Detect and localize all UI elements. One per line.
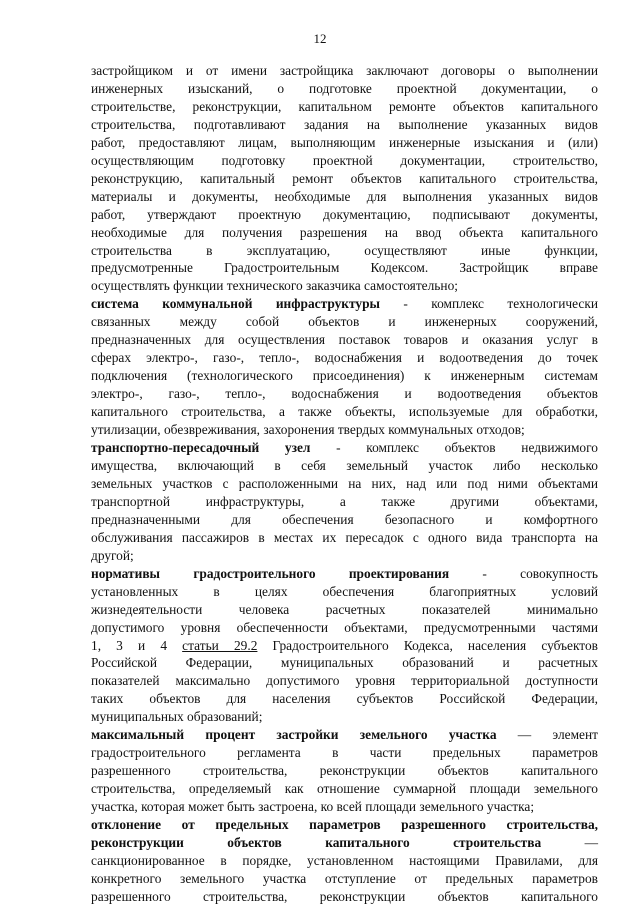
text-line-with-link [91, 637, 598, 655]
defined-term: максимальный процент застройки земельного участка [91, 727, 497, 743]
text-line: материалы и документы, необходимые для выполнения указанных видов [91, 188, 598, 204]
defined-term: система коммунальной инфраструктуры [91, 296, 381, 312]
document-body [91, 62, 598, 906]
text-line: реконструкцию, капитальный ремонт объектов капитального строительства, [91, 170, 598, 186]
text-line: допустимого уровня обеспеченности объектами, предусмотренными частями [91, 619, 598, 635]
text-line: установленных в целях обеспечения благоприятных условий [91, 583, 598, 599]
text-line: работ, утверждают проектную документацию, подписывают документы, [91, 206, 598, 222]
text-line: электро-, газо-, тепло-, водоснабжения и водоотведения объектов [91, 386, 598, 402]
text-line: имущества, включающий в себя земельный участок либо несколько [91, 457, 598, 473]
definition-first-line [91, 439, 598, 457]
text-line: работ, предоставляют лицам, выполняющим инженерные изыскания и (или) [91, 134, 598, 150]
text-fragment: 1, 3 и 4 [91, 637, 183, 653]
text-line: градостроительного регламента в части предельных параметров [91, 745, 598, 761]
text-line: осуществлять функции технического заказчика самостоятельно; [91, 278, 458, 294]
text-line: предназначенных для осуществления поставок товаров и оказания услуг в [91, 332, 598, 348]
text-line: жизнедеятельности человека расчетных показателей минимально [91, 601, 598, 617]
definition-first-line [91, 726, 598, 744]
defined-term: транспортно-пересадочный узел [91, 440, 311, 456]
text-line: муниципальных образований; [91, 709, 263, 725]
text-line: разрешенного строительства, реконструкции объектов капитального [91, 888, 598, 904]
text-line: необходимые для получения разрешения на ввод объекта капитального [91, 224, 598, 240]
text-line: сферах электро-, газо-, тепло-, водоснабжения и водоотведения до точек [91, 350, 598, 366]
definition-first-line [91, 295, 598, 313]
text-line: другой; [91, 547, 134, 563]
definition-text: - комплекс технологически [380, 296, 599, 312]
text-line: инженерных изысканий, о подготовке проектной документации, о [91, 80, 598, 96]
text-line: капитального строительства, а также объекты, используемые для обработки, [91, 404, 598, 420]
text-line: конкретного земельного участка отступление от предельных параметров [91, 870, 598, 886]
text-line: Российской Федерации, муниципальных образований и расчетных [91, 655, 598, 671]
text-line: земельных участков с расположенными на них, над или под ними объектами [91, 475, 598, 491]
text-line: транспортной инфраструктуры, а также другими объектами, [91, 493, 598, 509]
text-line: утилизации, обезвреживания, захоронения твердых коммунальных отходов; [91, 422, 525, 438]
text-line: показателей максимально допустимого уровня территориальной доступности [91, 673, 598, 689]
text-line: обслуживания пассажиров в местах их пересадок с одного вида транспорта на [91, 529, 598, 545]
definition-first-line [91, 565, 598, 583]
defined-term-continued: реконструкции объектов капитального строительства [91, 834, 542, 850]
text-line: осуществляющим подготовку проектной документации, строительство, [91, 152, 598, 168]
text-line: строительства, подготавливают задания на выполнение указанных видов [91, 116, 598, 132]
defined-term: отклонение от предельных параметров разрешенного строительства, [91, 817, 598, 833]
text-line: связанных между собой объектов и инженерных сооружений, [91, 314, 598, 330]
definition-text: — [541, 834, 598, 850]
text-line: участка, которая может быть застроена, ко всей площади земельного участка; [91, 799, 535, 815]
text-line: предназначенными для обеспечения безопасного и комфортного [91, 511, 598, 527]
text-line: строительства, определяемый как отношение суммарной площади земельного [91, 781, 598, 797]
defined-term: нормативы градостроительного проектирования [91, 565, 450, 581]
text-line: разрешенного строительства, реконструкции объектов капитального [91, 763, 598, 779]
text-line: строительства в эксплуатацию, осуществляют иные функции, [91, 242, 598, 258]
page-number: 12 [313, 31, 327, 46]
definition-term-line [91, 816, 598, 834]
definition-text: - совокупность [449, 565, 598, 581]
definition-text: — элемент [496, 727, 599, 743]
text-line: предусмотренные Градостроительным Кодексом. Застройщик вправе [91, 260, 598, 276]
article-link[interactable]: статьи 29.2 [182, 637, 258, 653]
text-fragment: Градостроительного Кодекса, населения субъектов [257, 637, 598, 653]
text-line: санкционированное в порядке, установленном настоящими Правилами, для [91, 852, 598, 868]
text-line: строительстве, реконструкции, капитальном ремонте объектов капитального [91, 98, 598, 114]
text-line: застройщиком и от имени застройщика заключают договоры о выполнении [91, 63, 598, 78]
text-line: подключения (технологического присоединения) к инженерным системам [91, 368, 598, 384]
text-line: таких объектов для населения субъектов Российской Федерации, [91, 691, 598, 707]
definition-first-line [91, 834, 598, 852]
definition-text: - комплекс объектов недвижимого [310, 440, 598, 456]
